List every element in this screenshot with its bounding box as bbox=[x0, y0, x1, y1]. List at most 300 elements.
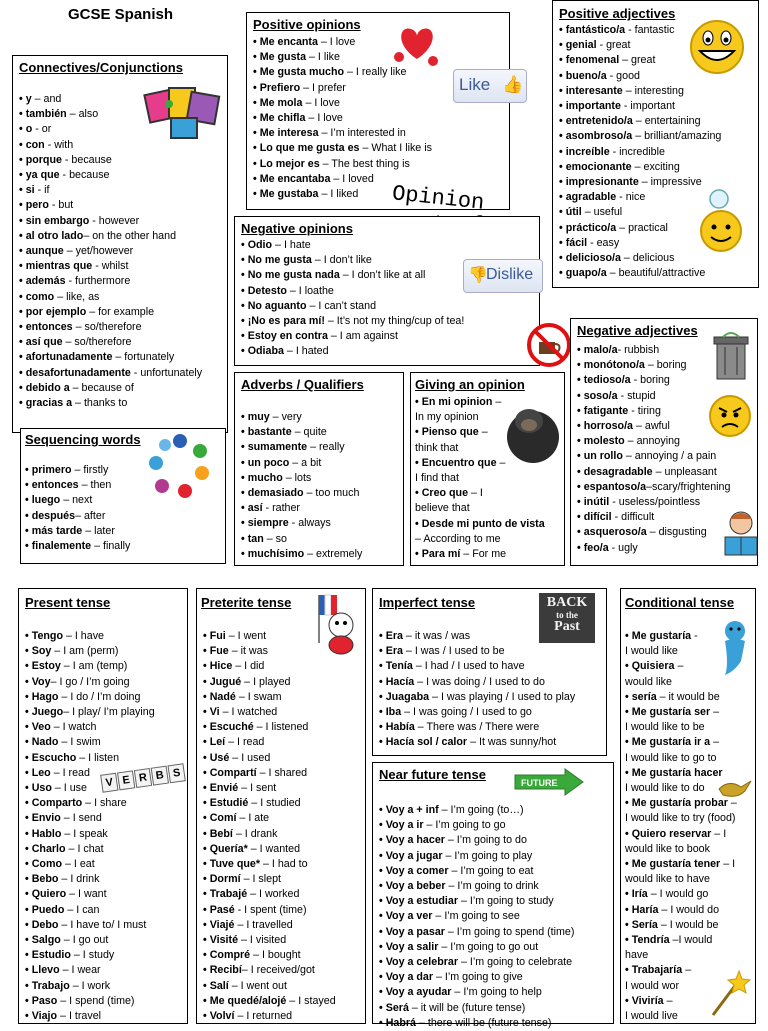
term: • Sería bbox=[625, 918, 658, 931]
translation: – I bought bbox=[250, 949, 301, 962]
negative-opinions-box bbox=[234, 216, 540, 366]
preterite-tense-box bbox=[196, 588, 366, 1024]
translation: – I did bbox=[232, 660, 265, 673]
list-item bbox=[379, 909, 574, 924]
translation: – I listened bbox=[253, 721, 309, 734]
translation: – I studied bbox=[248, 797, 301, 810]
translation: – I use bbox=[51, 782, 87, 795]
translation: – bbox=[727, 797, 737, 810]
thumbs-up-icon: 👍 bbox=[502, 75, 524, 94]
list-item bbox=[559, 99, 721, 114]
list-item bbox=[559, 84, 721, 99]
list-item bbox=[25, 903, 155, 918]
term: • Me gustaría ir a bbox=[625, 736, 711, 749]
translation: – bbox=[710, 736, 720, 749]
list-item bbox=[379, 833, 574, 848]
list-item bbox=[379, 720, 575, 735]
positive-opinions-title: Positive opinions bbox=[253, 17, 361, 32]
list-item bbox=[625, 872, 737, 887]
list-item bbox=[577, 510, 730, 525]
term: • primero bbox=[25, 464, 72, 476]
list-item bbox=[241, 425, 362, 440]
translation: – I travel bbox=[57, 1010, 102, 1023]
term: • también bbox=[19, 108, 67, 121]
term: • un rollo bbox=[577, 450, 623, 463]
translation: - whilst bbox=[92, 260, 129, 273]
term: • Bebí bbox=[203, 827, 233, 840]
term: • Para mí bbox=[415, 548, 461, 561]
list-item bbox=[379, 735, 575, 750]
verbs-tile: V bbox=[100, 773, 118, 793]
negative-opinions-title: Negative opinions bbox=[241, 221, 353, 236]
list-item bbox=[203, 751, 336, 766]
translation: – I used bbox=[229, 751, 271, 764]
term: • tan bbox=[241, 532, 264, 545]
translation: - if bbox=[34, 184, 50, 197]
translation: – it will be (future tense) bbox=[408, 1001, 526, 1014]
translation: I find that bbox=[415, 472, 459, 485]
term: • Salgo bbox=[25, 934, 61, 947]
term: • Odio bbox=[241, 239, 273, 251]
term: • aunque bbox=[19, 245, 64, 258]
translation: – also bbox=[66, 108, 99, 121]
list-item bbox=[241, 471, 362, 486]
term: • Estoy en contra bbox=[241, 330, 328, 343]
term: • asombroso/a bbox=[559, 130, 633, 143]
term: • Hice bbox=[203, 660, 233, 673]
translation: – I would go bbox=[647, 888, 709, 901]
translation: – I spend (time) bbox=[57, 994, 135, 1007]
page-title: GCSE Spanish bbox=[68, 6, 174, 23]
thumbs-down-icon: 👎 bbox=[468, 267, 488, 284]
term: • genial bbox=[559, 39, 597, 52]
term: • Vi bbox=[203, 706, 220, 719]
translation: – I love bbox=[317, 36, 356, 48]
translation: – great bbox=[619, 54, 656, 67]
translation: – beautiful/attractive bbox=[606, 267, 706, 280]
term: • horroso/a bbox=[577, 420, 633, 433]
translation: – I play/ I’m playing bbox=[63, 706, 155, 719]
translation: – I chat bbox=[65, 842, 104, 855]
term: • Me gustaría probar bbox=[625, 797, 728, 810]
term: • bueno/a bbox=[559, 69, 607, 82]
translation: – like, as bbox=[54, 290, 100, 303]
term: • Visité bbox=[203, 934, 239, 947]
translation: – I’m going to help bbox=[451, 986, 542, 999]
term: • Voy a pasar bbox=[379, 925, 445, 938]
list-item bbox=[241, 501, 362, 516]
translation: – it would be bbox=[656, 690, 720, 703]
term: • Iba bbox=[379, 706, 402, 719]
term: • Me gusta mucho bbox=[253, 66, 345, 79]
translation: would like to have bbox=[625, 873, 710, 886]
term: • afortunadamente bbox=[19, 351, 113, 364]
cycle-diagram-icon bbox=[145, 431, 215, 501]
term: • Hago bbox=[25, 690, 59, 703]
translation: - great bbox=[596, 39, 631, 52]
term: • un poco bbox=[241, 456, 290, 469]
translation: would like bbox=[625, 675, 672, 688]
term: • así que bbox=[19, 336, 63, 349]
list-item bbox=[19, 229, 219, 244]
term: • No me gusta nada bbox=[241, 269, 340, 282]
translation: would like to book bbox=[625, 842, 710, 855]
term: • Envié bbox=[203, 782, 239, 795]
list-item bbox=[253, 126, 432, 141]
term: • Me mola bbox=[253, 96, 303, 109]
list-item bbox=[415, 547, 545, 562]
term: • Tengo bbox=[25, 630, 63, 642]
list-item bbox=[625, 948, 737, 963]
list-item bbox=[25, 493, 130, 508]
list-item bbox=[203, 735, 336, 750]
list-item bbox=[379, 849, 574, 864]
list-item bbox=[577, 373, 730, 388]
term: • Quisiera bbox=[625, 660, 675, 673]
term: • Nado bbox=[25, 736, 59, 749]
term: • molesto bbox=[577, 435, 625, 448]
translation: - stupid bbox=[617, 389, 656, 402]
term: • Trabajaría bbox=[625, 964, 683, 977]
list-item bbox=[25, 963, 155, 978]
term: • Voy a ver bbox=[379, 910, 433, 923]
term: • si bbox=[19, 184, 35, 197]
translation: – I loved bbox=[330, 172, 374, 185]
translation: – bbox=[492, 396, 502, 408]
translation: – I wanted bbox=[247, 842, 301, 855]
list-item bbox=[253, 81, 432, 96]
verbs-tile: S bbox=[167, 763, 185, 783]
translation: – I really like bbox=[344, 66, 407, 79]
list-item bbox=[379, 985, 574, 1000]
translation: – I love bbox=[302, 96, 340, 109]
term: • Debo bbox=[25, 918, 59, 931]
translation: – I wear bbox=[59, 964, 101, 977]
list-item bbox=[241, 268, 464, 283]
adverbs-box bbox=[234, 372, 404, 566]
list-item bbox=[253, 96, 432, 111]
list-item bbox=[415, 501, 545, 516]
translation: – There was / There were bbox=[414, 721, 540, 734]
translation: - or bbox=[32, 123, 52, 136]
term: • Voy a ir bbox=[379, 819, 424, 832]
translation: – boring bbox=[644, 359, 687, 372]
term: • Voy a hacer bbox=[379, 834, 445, 847]
term: • inútil bbox=[577, 496, 610, 509]
translation: – I’m going to study bbox=[457, 895, 554, 908]
translation: - rubbish bbox=[617, 344, 660, 356]
list-item bbox=[577, 465, 730, 480]
term: • Hacía bbox=[379, 675, 415, 688]
translation: – bbox=[478, 426, 488, 439]
conditional-tense-title: Conditional tense bbox=[625, 595, 735, 610]
term: • Lo que me gusta es bbox=[253, 142, 360, 155]
translation: – so/therefore bbox=[62, 336, 132, 349]
translation: – I would do bbox=[658, 903, 720, 916]
translation: – next bbox=[60, 494, 93, 507]
list-item bbox=[25, 857, 155, 872]
translation: I would like to do bbox=[625, 782, 705, 795]
translation: – I go out bbox=[60, 934, 109, 947]
near-future-title: Near future tense bbox=[379, 767, 486, 782]
term: • Haría bbox=[625, 903, 659, 916]
term: • Lo mejor es bbox=[253, 157, 320, 170]
back-to-the-past-sign: BACK to the Past bbox=[539, 593, 595, 643]
term: • fácil bbox=[559, 236, 588, 249]
term: • impresionante bbox=[559, 176, 639, 189]
term: • Me encanta bbox=[253, 36, 318, 48]
translation: – on the other hand bbox=[83, 229, 177, 242]
term: • Estoy bbox=[25, 660, 61, 673]
translation: I would live bbox=[625, 1010, 678, 1023]
term: • Viajo bbox=[25, 1010, 58, 1023]
magic-wand-icon bbox=[707, 969, 755, 1019]
term: • Me quedé/alojé bbox=[203, 994, 287, 1007]
term: • soso/a bbox=[577, 389, 618, 402]
term: • como bbox=[19, 290, 55, 303]
list-item bbox=[379, 970, 574, 985]
list-item bbox=[203, 933, 336, 948]
term: • Bebo bbox=[25, 873, 59, 886]
translation: – exciting bbox=[631, 160, 680, 173]
list-item bbox=[625, 811, 737, 826]
translation: – According to me bbox=[415, 532, 501, 545]
list-item bbox=[241, 456, 362, 471]
list-item bbox=[379, 864, 574, 879]
translation: – it was / was bbox=[402, 630, 471, 642]
list-item bbox=[25, 933, 155, 948]
translation: – I’m interested in bbox=[318, 127, 406, 140]
adverbs-title: Adverbs / Qualifiers bbox=[241, 377, 364, 392]
list-item bbox=[203, 781, 336, 796]
list-item bbox=[577, 495, 730, 510]
translation: – I’m going to give bbox=[433, 971, 523, 984]
term: • luego bbox=[25, 494, 61, 507]
translation: – I prefer bbox=[300, 81, 346, 94]
translation: - important bbox=[620, 100, 675, 113]
translation: – thanks to bbox=[72, 397, 128, 410]
term: • Voy a jugar bbox=[379, 849, 443, 862]
magic-lamp-icon bbox=[715, 769, 755, 801]
translation: - tiring bbox=[628, 404, 661, 417]
translation: – practical bbox=[616, 221, 668, 234]
term: • Salí bbox=[203, 979, 229, 992]
translation: –scary/frightening bbox=[646, 480, 731, 493]
dislike-button[interactable] bbox=[463, 259, 543, 293]
term: • interesante bbox=[559, 84, 623, 97]
term: • muchísimo bbox=[241, 547, 305, 560]
list-item bbox=[625, 690, 737, 705]
translation: - always bbox=[288, 517, 331, 530]
translation: – bbox=[674, 660, 684, 673]
term: • muy bbox=[241, 411, 270, 423]
term: • finalemente bbox=[25, 540, 92, 553]
term: • Nadé bbox=[203, 690, 236, 703]
translation: – I went out bbox=[228, 979, 287, 992]
list-item bbox=[19, 153, 219, 168]
translation: I would wor bbox=[625, 979, 680, 992]
term: • Envio bbox=[25, 812, 61, 825]
list-item bbox=[25, 705, 155, 720]
term: • emocionante bbox=[559, 160, 632, 173]
translation: - with bbox=[44, 138, 74, 151]
translation: – I was / I used to be bbox=[402, 645, 505, 658]
term: • ¡No es para mí! bbox=[241, 315, 325, 328]
term: • Me gusta bbox=[253, 51, 307, 64]
term: • guapo/a bbox=[559, 267, 607, 280]
translation: – extremely bbox=[304, 547, 363, 560]
term: • malo/a bbox=[577, 344, 618, 356]
list-item bbox=[25, 1009, 155, 1024]
list-item bbox=[19, 290, 219, 305]
translation: – there will be (future tense) bbox=[416, 1016, 552, 1029]
translation: – I’m going to see bbox=[432, 910, 520, 923]
term: • Iría bbox=[625, 888, 648, 901]
translation: – I like bbox=[306, 51, 340, 64]
translation: – I drank bbox=[232, 827, 278, 840]
translation: – I read bbox=[50, 766, 90, 779]
translation: – for example bbox=[86, 305, 155, 318]
translation: – I was playing / I used to play bbox=[429, 690, 576, 703]
term: • Fui bbox=[203, 630, 226, 642]
term: • Era bbox=[379, 630, 403, 642]
list-item bbox=[203, 963, 336, 978]
translation: – What I like is bbox=[359, 142, 432, 155]
translation: – I had to bbox=[260, 858, 308, 871]
translation: - rather bbox=[262, 502, 300, 515]
term: • No me gusta bbox=[241, 254, 312, 267]
translation: – I hated bbox=[283, 345, 329, 358]
translation: – bbox=[682, 964, 692, 977]
translation: – I slept bbox=[240, 873, 281, 886]
list-item bbox=[19, 244, 219, 259]
term: • Juego bbox=[25, 706, 64, 719]
translation: – I stayed bbox=[286, 994, 336, 1007]
translation: – I swim bbox=[58, 736, 101, 749]
giving-opinion-box bbox=[410, 372, 565, 566]
present-tense-title: Present tense bbox=[25, 595, 111, 610]
translation: – I love bbox=[305, 112, 343, 125]
lightbulb-smiley-icon bbox=[691, 187, 751, 257]
term: • Voy a + inf bbox=[379, 804, 439, 816]
translation: believe that bbox=[415, 502, 470, 515]
term: • Puedo bbox=[25, 903, 65, 916]
list-item bbox=[25, 509, 130, 524]
term: • increíble bbox=[559, 145, 610, 158]
list-item bbox=[19, 320, 219, 335]
term: • desagradable bbox=[577, 465, 653, 478]
list-item bbox=[25, 524, 130, 539]
term: • siempre bbox=[241, 517, 289, 530]
translation: – I watched bbox=[219, 706, 278, 719]
term: • Desde mi punto de vista bbox=[415, 517, 545, 530]
like-button[interactable] bbox=[453, 69, 527, 103]
translation: – really bbox=[307, 441, 345, 454]
translation: – I worked bbox=[247, 888, 300, 901]
preterite-tense-list bbox=[203, 629, 336, 1024]
verbs-tile: B bbox=[151, 766, 169, 786]
list-item bbox=[203, 675, 336, 690]
term: • No aguanto bbox=[241, 299, 307, 312]
term: • más tarde bbox=[25, 524, 83, 537]
translation: – so/therefore bbox=[72, 321, 142, 334]
list-item bbox=[241, 253, 464, 268]
translation: - because bbox=[61, 153, 112, 166]
list-item bbox=[559, 114, 721, 129]
term: • Me gustaría ser bbox=[625, 706, 711, 719]
translation: – impressive bbox=[638, 176, 702, 189]
list-item bbox=[203, 690, 336, 705]
term: • Leo bbox=[25, 766, 51, 779]
list-item bbox=[19, 259, 219, 274]
list-item bbox=[19, 396, 219, 411]
translation: – I’m going to eat bbox=[448, 864, 534, 877]
translation: – I drink bbox=[58, 873, 100, 886]
translation: – I’m going (to…) bbox=[438, 804, 524, 816]
list-item bbox=[25, 918, 155, 933]
list-item bbox=[19, 214, 219, 229]
translation: – I hate bbox=[272, 239, 311, 251]
term: • Veo bbox=[25, 721, 51, 734]
term: • Voy a salir bbox=[379, 940, 439, 953]
translation: - furthermore bbox=[65, 275, 131, 288]
puzzle-icon bbox=[141, 82, 223, 146]
translation: I would like to be bbox=[625, 721, 705, 734]
term: • Voy a beber bbox=[379, 880, 446, 893]
list-item bbox=[241, 238, 464, 253]
term: • Pasé bbox=[203, 903, 235, 916]
list-item bbox=[25, 751, 155, 766]
list-item bbox=[203, 811, 336, 826]
translation: – I go / I’m going bbox=[50, 675, 130, 688]
translation: - boring bbox=[630, 374, 670, 387]
term: • fantástico/a bbox=[559, 24, 626, 36]
list-item bbox=[241, 299, 464, 314]
translation: – bbox=[663, 994, 673, 1007]
list-item bbox=[241, 516, 362, 531]
term: • Odiaba bbox=[241, 345, 284, 358]
term: • Leí bbox=[203, 736, 226, 749]
list-item bbox=[25, 979, 155, 994]
term: • Pienso que bbox=[415, 426, 479, 439]
translation: – too much bbox=[303, 487, 360, 500]
list-item bbox=[415, 517, 545, 532]
term: • útil bbox=[559, 206, 582, 219]
term: • entonces bbox=[19, 321, 73, 334]
list-item bbox=[25, 735, 155, 750]
list-item bbox=[559, 129, 721, 144]
translation: – lots bbox=[282, 471, 312, 484]
list-item bbox=[203, 827, 336, 842]
translation: – I travelled bbox=[234, 918, 293, 931]
translation: In my opinion bbox=[415, 411, 479, 424]
list-item bbox=[625, 720, 737, 735]
list-item bbox=[415, 532, 545, 547]
translation: – interesting bbox=[622, 84, 684, 97]
term: • entonces bbox=[25, 479, 79, 492]
translation: – I listen bbox=[76, 751, 120, 764]
list-item bbox=[379, 940, 574, 955]
list-item bbox=[25, 948, 155, 963]
term: • ya que bbox=[19, 169, 60, 182]
list-item bbox=[25, 629, 155, 644]
translation: – I want bbox=[66, 888, 107, 901]
list-item bbox=[25, 796, 155, 811]
translation: - unfortunately bbox=[130, 366, 203, 379]
list-item bbox=[25, 690, 155, 705]
imperfect-tense-box bbox=[372, 588, 607, 756]
term: • Charlo bbox=[25, 842, 66, 855]
